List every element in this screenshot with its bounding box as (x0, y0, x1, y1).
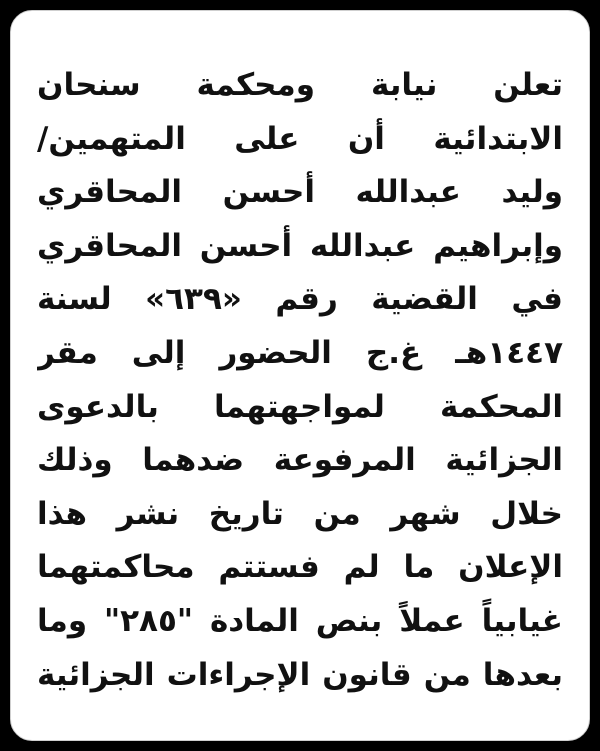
notice-body (37, 59, 563, 702)
notice-line-12: بعدها من قانون الإجراءات الجزائية (37, 656, 563, 693)
notice-frame (10, 10, 590, 741)
notice-line-10: الإعلان ما لم فستتم محاكمتهما (37, 549, 563, 586)
notice-line-6: ١٤٤٧هـ غ.ج الحضور إلى مقر (37, 334, 563, 371)
notice-line-7: المحكمة لمواجهتهما بالدعوى (37, 388, 563, 425)
notice-line-9: خلال شهر من تاريخ نشر هذا (37, 495, 563, 532)
notice-line-5: في القضية رقم «٦٣٩» لسنة (37, 281, 563, 318)
notice-line-1: تعلن نيابة ومحكمة سنحان (37, 67, 563, 103)
notice-line-4: وإبراهيم عبدالله أحسن المحاقري (37, 227, 563, 264)
notice-line-8: الجزائية المرفوعة ضدهما وذلك (37, 442, 563, 479)
notice-line-2: الابتدائية أن على المتهمين/ (37, 120, 563, 157)
notice-line-3: وليد عبدالله أحسن المحاقري (37, 174, 563, 211)
notice-line-11: غيابياً عملاً بنص المادة "٢٨٥" وما (37, 602, 563, 639)
